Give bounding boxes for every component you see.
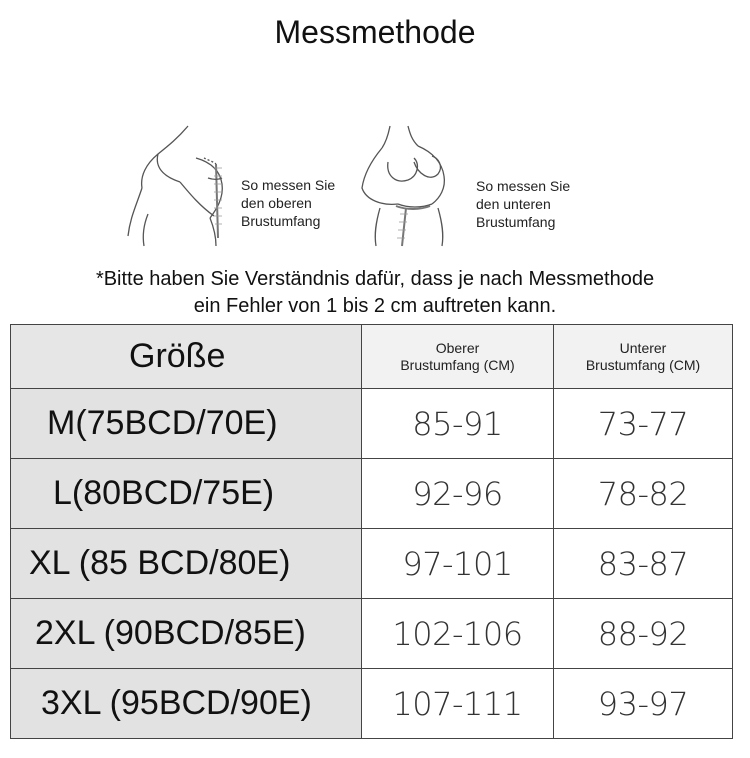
- size-cell: [11, 529, 362, 599]
- size-cell: [11, 669, 362, 739]
- upper-bust-cell: 102-106: [362, 599, 554, 669]
- table-row: [11, 459, 733, 529]
- upper-bust-cell: 97-101: [362, 529, 554, 599]
- under-bust-column-header: [554, 325, 733, 389]
- size-label: M(75BCD/70E): [47, 404, 278, 442]
- table-row: [11, 529, 733, 599]
- note-line: *Bitte haben Sie Verständnis dafür, dass je nach Messmethode: [95, 268, 655, 290]
- table-row: [11, 669, 733, 739]
- caption-line: So messen Sie: [241, 177, 336, 193]
- caption-line: So messen Sie: [476, 178, 571, 194]
- table-header-row: [11, 325, 733, 389]
- size-table: [10, 324, 733, 739]
- note-line: ein Fehler von 1 bis 2 cm auftreten kann.: [193, 295, 557, 317]
- table-row: [11, 389, 733, 459]
- size-label: 3XL (95BCD/90E): [41, 684, 312, 722]
- caption-line: den unteren: [476, 196, 551, 212]
- caption-line: Brustumfang: [241, 213, 321, 229]
- size-column-header: [11, 325, 362, 389]
- upper-bust-column-header: [362, 325, 554, 389]
- size-label: 2XL (90BCD/85E): [35, 614, 306, 652]
- under-bust-measuring-figure-icon: [352, 118, 467, 248]
- header-line: Brustumfang (CM): [400, 356, 515, 373]
- header-line: Unterer: [619, 339, 667, 356]
- table-row: [11, 599, 733, 669]
- under-bust-cell: 73-77: [554, 389, 733, 459]
- caption-line: den oberen: [241, 195, 312, 211]
- size-cell: [11, 389, 362, 459]
- caption-line: Brustumfang: [476, 214, 556, 230]
- size-cell: [11, 599, 362, 669]
- header-line: Oberer: [435, 339, 480, 356]
- upper-bust-cell: 85-91: [362, 389, 554, 459]
- size-cell: [11, 459, 362, 529]
- header-line: Brustumfang (CM): [585, 356, 701, 373]
- under-bust-cell: 88-92: [554, 599, 733, 669]
- size-label: L(80BCD/75E): [53, 474, 275, 512]
- under-bust-cell: 78-82: [554, 459, 733, 529]
- upper-bust-measuring-figure-icon: [118, 118, 238, 248]
- measurement-note: [0, 266, 750, 320]
- upper-bust-cell: 107-111: [362, 669, 554, 739]
- size-label: XL (85 BCD/80E): [29, 544, 291, 582]
- upper-bust-cell: 92-96: [362, 459, 554, 529]
- page-title: Messmethode: [274, 14, 476, 50]
- under-bust-cell: 83-87: [554, 529, 733, 599]
- size-header-label: Größe: [129, 337, 226, 375]
- under-bust-caption: [476, 177, 596, 231]
- upper-bust-caption: [241, 176, 361, 230]
- under-bust-cell: 93-97: [554, 669, 733, 739]
